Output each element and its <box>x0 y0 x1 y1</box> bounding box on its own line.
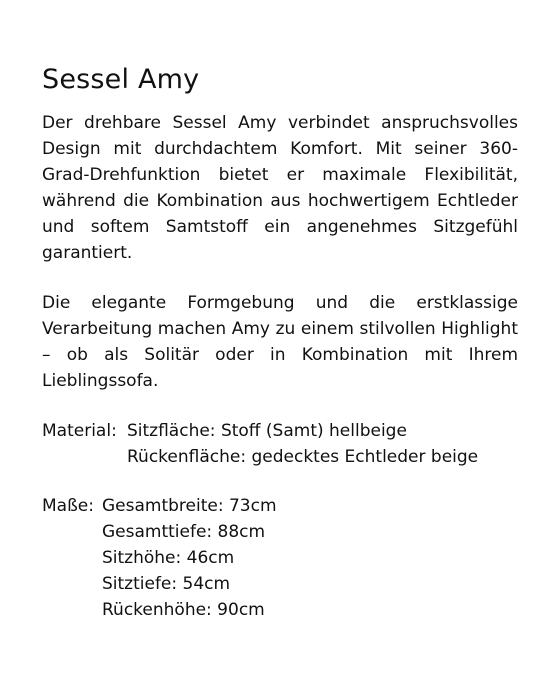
dimension-seat-depth: Sitztiefe: 54cm <box>102 574 231 594</box>
dimensions-label: Maße: <box>42 496 94 516</box>
dimension-back-height: Rückenhöhe: 90cm <box>102 600 265 620</box>
description-paragraph-2: Die elegante Formgebung und die erstklassige Verarbeitung machen Amy zu einem stilvollen Highlight – ob als Solitär oder in Kombination mit Ihrem Lieblingssofa. <box>42 293 518 391</box>
material-label: Material: <box>42 421 117 441</box>
dimension-total-width: Gesamtbreite: 73cm <box>102 496 277 516</box>
material-line-seat: Sitzfläche: Stoff (Samt) hellbeige <box>127 421 407 441</box>
description-paragraph-1: Der drehbare Sessel Amy verbindet anspruchsvolles Design mit durchdachtem Komfort. Mit seiner 360-Grad-Drehfunktion bietet er maximale Flexibilität, während die Kombination aus hochwertigem Echtleder und softem Samtstoff ein angenehmes Sitzgefühl garantiert. <box>42 113 518 263</box>
product-title: Sessel Amy <box>42 64 200 95</box>
dimension-total-depth: Gesamttiefe: 88cm <box>102 522 266 542</box>
material-line-back: Rückenfläche: gedecktes Echtleder beige <box>127 447 479 467</box>
dimension-seat-height: Sitzhöhe: 46cm <box>102 548 235 568</box>
